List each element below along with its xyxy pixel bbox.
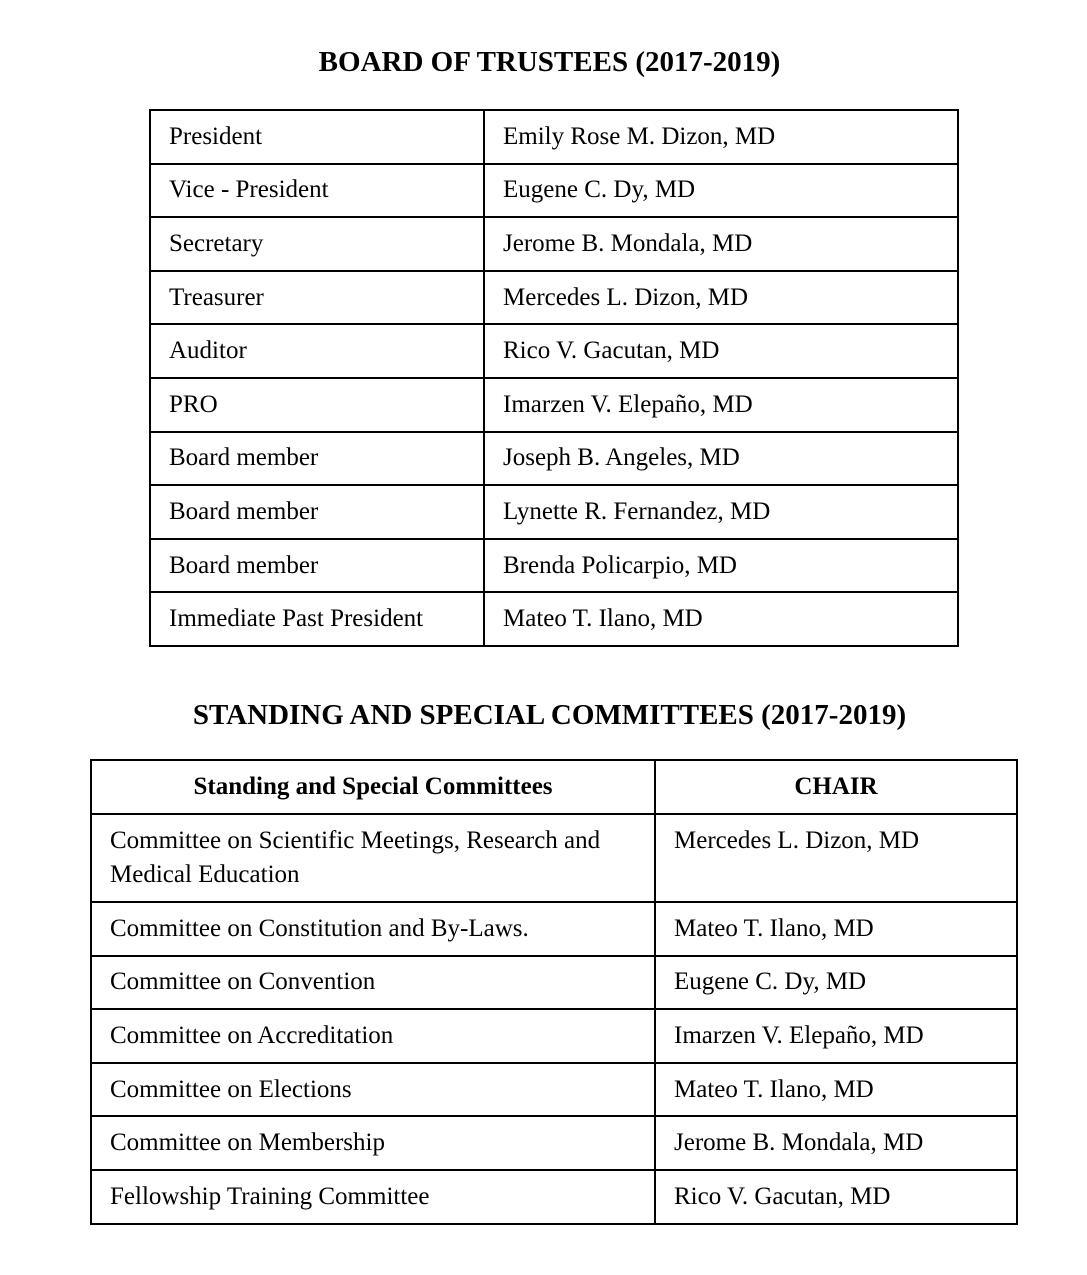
table-row (91, 1063, 1017, 1117)
table-row (91, 902, 1017, 956)
name-cell: Mateo T. Ilano, MD (484, 592, 958, 646)
table-row (150, 217, 958, 271)
table-row (150, 485, 958, 539)
table-row (150, 432, 958, 486)
name-cell: Emily Rose M. Dizon, MD (484, 110, 958, 164)
table-row (150, 592, 958, 646)
table-row (150, 271, 958, 325)
name-cell: Joseph B. Angeles, MD (484, 432, 958, 486)
name-cell: Rico V. Gacutan, MD (484, 324, 958, 378)
table-row (91, 1170, 1017, 1224)
table-row (150, 110, 958, 164)
chair-cell: Imarzen V. Elepaño, MD (655, 1009, 1017, 1063)
committee-cell: Committee on Scientific Meetings, Research and Medical Education (91, 814, 655, 902)
chair-cell: Eugene C. Dy, MD (655, 956, 1017, 1010)
table-row (91, 1009, 1017, 1063)
table-row (150, 378, 958, 432)
table-row (150, 539, 958, 593)
chair-cell: Rico V. Gacutan, MD (655, 1170, 1017, 1224)
board-of-trustees-table (149, 109, 959, 647)
board-of-trustees-title: BOARD OF TRUSTEES (2017-2019) (318, 46, 781, 78)
table-header-row (91, 760, 1017, 814)
position-cell: President (150, 110, 484, 164)
chair-cell: Mateo T. Ilano, MD (655, 902, 1017, 956)
position-cell: Board member (150, 432, 484, 486)
name-cell: Imarzen V. Elepaño, MD (484, 378, 958, 432)
committees-table (90, 759, 1018, 1225)
table-row (150, 164, 958, 218)
position-cell: Auditor (150, 324, 484, 378)
position-cell: Immediate Past President (150, 592, 484, 646)
position-cell: Vice - President (150, 164, 484, 218)
chair-column-header: CHAIR (655, 760, 1017, 814)
committee-cell: Committee on Accreditation (91, 1009, 655, 1063)
table-row (91, 956, 1017, 1010)
committee-cell: Committee on Membership (91, 1116, 655, 1170)
name-cell: Lynette R. Fernandez, MD (484, 485, 958, 539)
name-cell: Jerome B. Mondala, MD (484, 217, 958, 271)
committee-column-header: Standing and Special Committees (91, 760, 655, 814)
table-row (91, 1116, 1017, 1170)
committee-cell: Committee on Convention (91, 956, 655, 1010)
table-row (91, 814, 1017, 902)
name-cell: Mercedes L. Dizon, MD (484, 271, 958, 325)
committee-cell: Committee on Constitution and By-Laws. (91, 902, 655, 956)
committee-cell: Fellowship Training Committee (91, 1170, 655, 1224)
position-cell: PRO (150, 378, 484, 432)
chair-cell: Jerome B. Mondala, MD (655, 1116, 1017, 1170)
name-cell: Brenda Policarpio, MD (484, 539, 958, 593)
position-cell: Secretary (150, 217, 484, 271)
name-cell: Eugene C. Dy, MD (484, 164, 958, 218)
table-row (150, 324, 958, 378)
position-cell: Board member (150, 485, 484, 539)
committees-title: STANDING AND SPECIAL COMMITTEES (2017-2019) (192, 699, 907, 731)
position-cell: Board member (150, 539, 484, 593)
position-cell: Treasurer (150, 271, 484, 325)
chair-cell: Mateo T. Ilano, MD (655, 1063, 1017, 1117)
chair-cell: Mercedes L. Dizon, MD (655, 814, 1017, 902)
committee-cell: Committee on Elections (91, 1063, 655, 1117)
